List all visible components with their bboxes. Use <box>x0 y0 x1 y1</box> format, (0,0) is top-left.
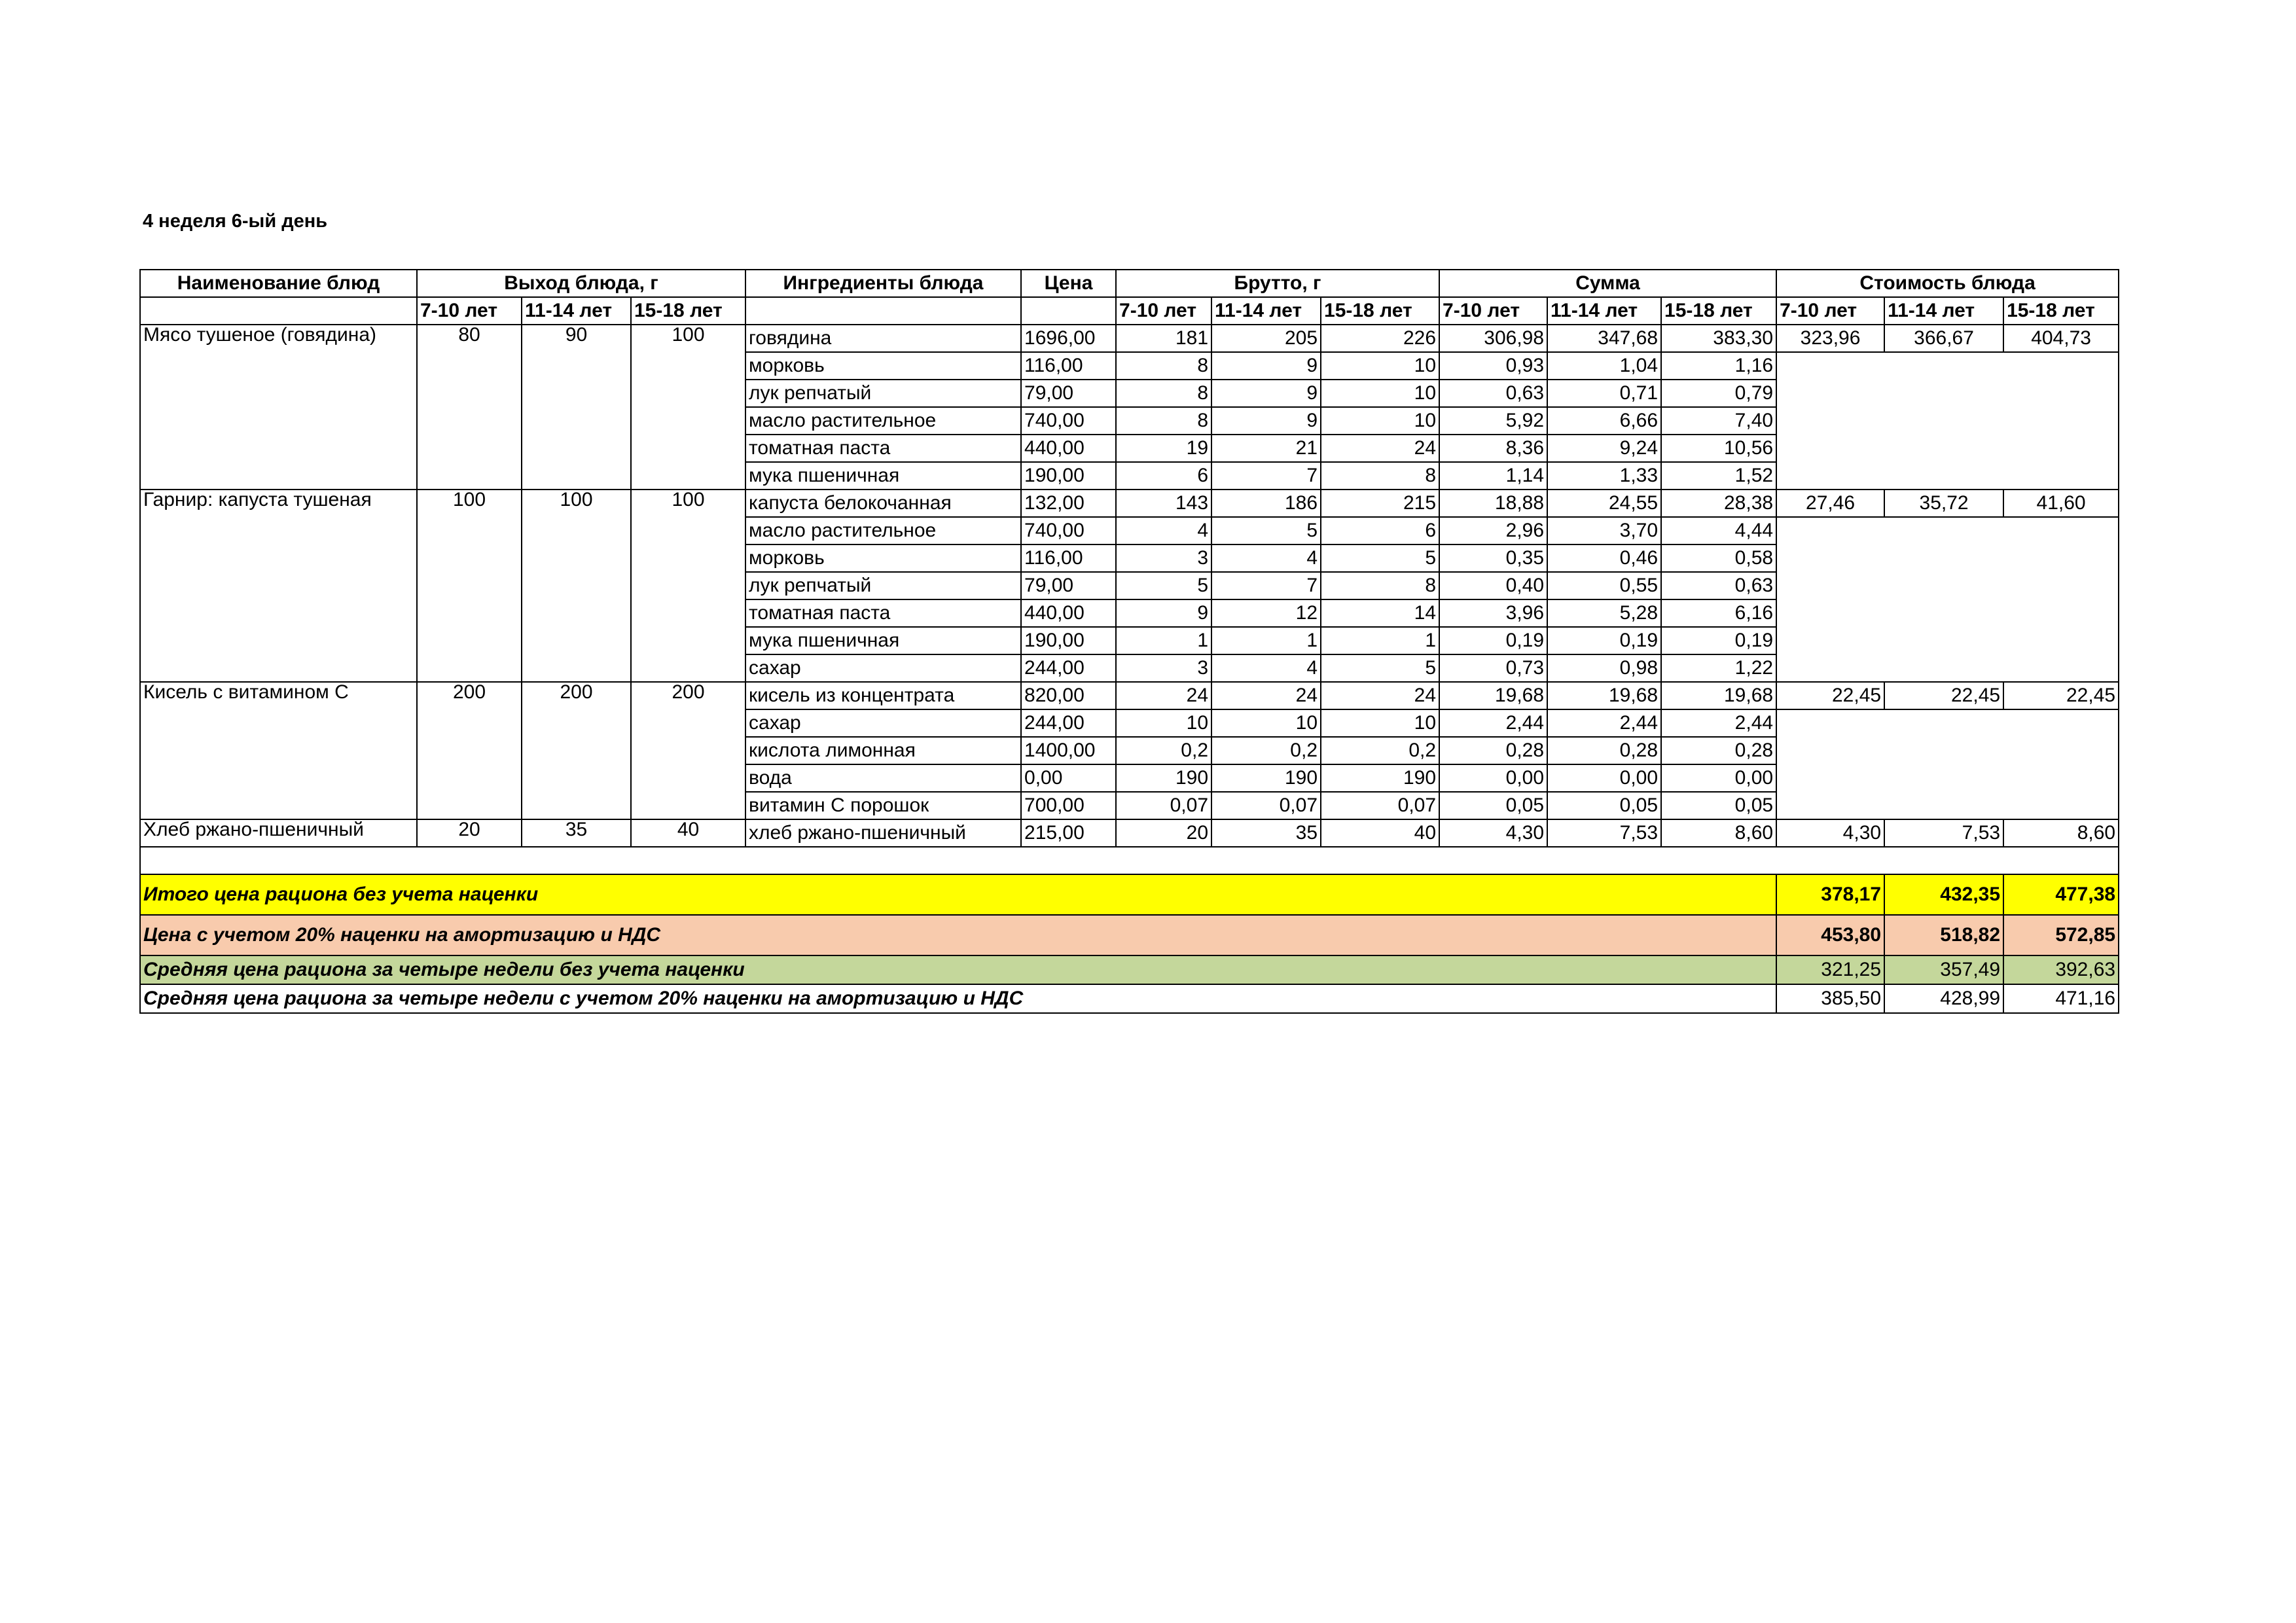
ingredient-gross: 7 <box>1211 462 1321 490</box>
dish-cost: 323,96 <box>1776 325 1884 352</box>
ingredient-name: томатная паста <box>745 599 1021 627</box>
ingredient-price: 1400,00 <box>1021 737 1116 764</box>
ingredient-sum: 0,63 <box>1439 380 1547 407</box>
ingredient-price: 79,00 <box>1021 380 1116 407</box>
ingredient-gross: 0,2 <box>1321 737 1439 764</box>
ingredient-name: масло растительное <box>745 517 1021 544</box>
ingredient-sum: 0,55 <box>1547 572 1661 599</box>
gross-age-11-14: 11-14 лет <box>1211 297 1321 325</box>
ingredient-sum: 6,66 <box>1547 407 1661 435</box>
dish-yield: 90 <box>522 325 631 490</box>
summary-label: Средняя цена рациона за четыре недели без учета наценки <box>140 955 1776 984</box>
ingredient-sum: 19,68 <box>1661 682 1776 709</box>
subheader-blank <box>140 297 417 325</box>
sum-age-7-10: 7-10 лет <box>1439 297 1547 325</box>
menu-table <box>139 269 2119 1014</box>
ingredient-name: кислота лимонная <box>745 737 1021 764</box>
ingredient-sum: 1,16 <box>1661 352 1776 380</box>
ingredient-sum: 18,88 <box>1439 490 1547 517</box>
ingredient-sum: 1,04 <box>1547 352 1661 380</box>
header-row <box>140 270 2119 297</box>
ingredient-gross: 0,2 <box>1211 737 1321 764</box>
ingredient-gross: 5 <box>1321 544 1439 572</box>
ingredient-price: 440,00 <box>1021 599 1116 627</box>
summary-value: 357,49 <box>1884 955 2003 984</box>
ingredient-gross: 9 <box>1211 352 1321 380</box>
dish-yield: 35 <box>522 819 631 847</box>
ingredient-name: хлеб ржано-пшеничный <box>745 819 1021 847</box>
ingredient-sum: 0,63 <box>1661 572 1776 599</box>
ingredient-sum: 3,96 <box>1439 599 1547 627</box>
ingredient-gross: 14 <box>1321 599 1439 627</box>
table-row <box>140 490 2119 517</box>
ingredient-name: капуста белокочанная <box>745 490 1021 517</box>
ingredient-sum: 0,35 <box>1439 544 1547 572</box>
ingredient-price: 190,00 <box>1021 627 1116 654</box>
gross-age-15-18: 15-18 лет <box>1321 297 1439 325</box>
ingredient-price: 116,00 <box>1021 544 1116 572</box>
ingredient-gross: 20 <box>1116 819 1211 847</box>
ingredient-gross: 0,07 <box>1116 792 1211 819</box>
dish-cost: 41,60 <box>2003 490 2119 517</box>
dish-cost: 404,73 <box>2003 325 2119 352</box>
ingredient-gross: 4 <box>1211 544 1321 572</box>
ingredient-sum: 0,28 <box>1661 737 1776 764</box>
ingredient-sum: 6,16 <box>1661 599 1776 627</box>
summary-value: 432,35 <box>1884 874 2003 915</box>
ingredient-gross: 21 <box>1211 435 1321 462</box>
ingredient-gross: 9 <box>1116 599 1211 627</box>
ingredient-price: 740,00 <box>1021 517 1116 544</box>
header-sum: Сумма <box>1439 270 1776 297</box>
ingredient-gross: 10 <box>1116 709 1211 737</box>
ingredient-gross: 4 <box>1116 517 1211 544</box>
dish-yield: 40 <box>631 819 745 847</box>
ingredient-sum: 1,14 <box>1439 462 1547 490</box>
ingredient-name: масло растительное <box>745 407 1021 435</box>
ingredient-sum: 8,60 <box>1661 819 1776 847</box>
ingredient-gross: 3 <box>1116 544 1211 572</box>
ingredient-gross: 10 <box>1321 352 1439 380</box>
ingredient-sum: 1,33 <box>1547 462 1661 490</box>
ingredient-gross: 190 <box>1321 764 1439 792</box>
ingredient-price: 190,00 <box>1021 462 1116 490</box>
subheader-row <box>140 297 2119 325</box>
ingredient-gross: 6 <box>1116 462 1211 490</box>
ingredient-sum: 2,44 <box>1439 709 1547 737</box>
ingredient-name: лук репчатый <box>745 380 1021 407</box>
ingredient-gross: 35 <box>1211 819 1321 847</box>
ingredient-sum: 0,71 <box>1547 380 1661 407</box>
ingredient-sum: 0,98 <box>1547 654 1661 682</box>
dish-name: Мясо тушеное (говядина) <box>140 325 417 490</box>
ingredient-gross: 3 <box>1116 654 1211 682</box>
ingredient-gross: 24 <box>1321 682 1439 709</box>
ingredient-price: 0,00 <box>1021 764 1116 792</box>
ingredient-price: 244,00 <box>1021 709 1116 737</box>
ingredient-sum: 2,44 <box>1547 709 1661 737</box>
table-row <box>140 325 2119 352</box>
dish-name: Гарнир: капуста тушеная <box>140 490 417 682</box>
dish-yield: 20 <box>417 819 522 847</box>
ingredient-name: сахар <box>745 709 1021 737</box>
ingredient-name: говядина <box>745 325 1021 352</box>
ingredient-sum: 0,73 <box>1439 654 1547 682</box>
cost-age-15-18: 15-18 лет <box>2003 297 2119 325</box>
ingredient-gross: 10 <box>1211 709 1321 737</box>
ingredient-name: лук репчатый <box>745 572 1021 599</box>
ingredient-sum: 0,19 <box>1661 627 1776 654</box>
ingredient-sum: 2,44 <box>1661 709 1776 737</box>
ingredient-gross: 190 <box>1116 764 1211 792</box>
ingredient-sum: 1,22 <box>1661 654 1776 682</box>
dish-yield: 100 <box>417 490 522 682</box>
ingredient-gross: 0,07 <box>1321 792 1439 819</box>
ingredient-price: 1696,00 <box>1021 325 1116 352</box>
ingredient-gross: 205 <box>1211 325 1321 352</box>
ingredient-gross: 9 <box>1211 407 1321 435</box>
sum-age-11-14: 11-14 лет <box>1547 297 1661 325</box>
ingredient-sum: 1,52 <box>1661 462 1776 490</box>
ingredient-gross: 8 <box>1116 352 1211 380</box>
ingredient-name: витамин С порошок <box>745 792 1021 819</box>
summary-value: 428,99 <box>1884 984 2003 1013</box>
ingredient-gross: 5 <box>1116 572 1211 599</box>
dish-name: Кисель с витамином С <box>140 682 417 819</box>
ingredient-sum: 0,93 <box>1439 352 1547 380</box>
ingredient-gross: 24 <box>1321 435 1439 462</box>
ingredient-gross: 4 <box>1211 654 1321 682</box>
ingredient-price: 116,00 <box>1021 352 1116 380</box>
summary-value: 471,16 <box>2003 984 2119 1013</box>
ingredient-gross: 5 <box>1321 654 1439 682</box>
ingredient-price: 820,00 <box>1021 682 1116 709</box>
dish-yield: 200 <box>522 682 631 819</box>
dish-cost: 8,60 <box>2003 819 2119 847</box>
ingredient-sum: 4,30 <box>1439 819 1547 847</box>
summary-row <box>140 955 2119 984</box>
ingredient-gross: 181 <box>1116 325 1211 352</box>
dish-cost-blank <box>1776 517 2119 682</box>
subheader-blank <box>1021 297 1116 325</box>
ingredient-sum: 4,44 <box>1661 517 1776 544</box>
dish-cost: 4,30 <box>1776 819 1884 847</box>
ingredient-gross: 24 <box>1211 682 1321 709</box>
dish-cost: 27,46 <box>1776 490 1884 517</box>
ingredient-price: 244,00 <box>1021 654 1116 682</box>
ingredient-gross: 6 <box>1321 517 1439 544</box>
ingredient-sum: 0,00 <box>1439 764 1547 792</box>
ingredient-gross: 1 <box>1116 627 1211 654</box>
ingredient-gross: 5 <box>1211 517 1321 544</box>
header-dish: Наименование блюд <box>140 270 417 297</box>
table-row <box>140 682 2119 709</box>
ingredient-gross: 8 <box>1116 380 1211 407</box>
ingredient-sum: 3,70 <box>1547 517 1661 544</box>
ingredient-sum: 347,68 <box>1547 325 1661 352</box>
ingredient-sum: 7,40 <box>1661 407 1776 435</box>
summary-value: 477,38 <box>2003 874 2119 915</box>
ingredient-sum: 5,92 <box>1439 407 1547 435</box>
ingredient-sum: 0,05 <box>1547 792 1661 819</box>
header-cost: Стоимость блюда <box>1776 270 2119 297</box>
ingredient-sum: 5,28 <box>1547 599 1661 627</box>
ingredient-name: сахар <box>745 654 1021 682</box>
ingredient-sum: 0,46 <box>1547 544 1661 572</box>
ingredient-sum: 0,58 <box>1661 544 1776 572</box>
ingredient-name: морковь <box>745 544 1021 572</box>
summary-value: 453,80 <box>1776 915 1884 955</box>
summary-value: 518,82 <box>1884 915 2003 955</box>
ingredient-sum: 383,30 <box>1661 325 1776 352</box>
dish-cost: 22,45 <box>1884 682 2003 709</box>
ingredient-gross: 9 <box>1211 380 1321 407</box>
dish-cost-blank <box>1776 352 2119 490</box>
yield-age-11-14: 11-14 лет <box>522 297 631 325</box>
table-row <box>140 819 2119 847</box>
ingredient-sum: 19,68 <box>1547 682 1661 709</box>
ingredient-name: мука пшеничная <box>745 462 1021 490</box>
ingredient-sum: 0,40 <box>1439 572 1547 599</box>
summary-label: Цена с учетом 20% наценки на амортизацию и НДС <box>140 915 1776 955</box>
dish-name: Хлеб ржано-пшеничный <box>140 819 417 847</box>
ingredient-price: 740,00 <box>1021 407 1116 435</box>
ingredient-gross: 10 <box>1321 709 1439 737</box>
subheader-blank <box>745 297 1021 325</box>
ingredient-name: томатная паста <box>745 435 1021 462</box>
dish-yield: 100 <box>631 490 745 682</box>
ingredient-gross: 1 <box>1211 627 1321 654</box>
summary-row <box>140 984 2119 1013</box>
ingredient-sum: 0,00 <box>1547 764 1661 792</box>
ingredient-sum: 0,00 <box>1661 764 1776 792</box>
header-price: Цена <box>1021 270 1116 297</box>
page-title: 4 неделя 6-ый день <box>143 211 328 232</box>
ingredient-gross: 7 <box>1211 572 1321 599</box>
ingredient-sum: 19,68 <box>1439 682 1547 709</box>
dish-yield: 200 <box>417 682 522 819</box>
dish-cost: 22,45 <box>1776 682 1884 709</box>
ingredient-name: вода <box>745 764 1021 792</box>
ingredient-gross: 1 <box>1321 627 1439 654</box>
dish-cost: 7,53 <box>1884 819 2003 847</box>
ingredient-sum: 306,98 <box>1439 325 1547 352</box>
header-gross: Брутто, г <box>1116 270 1439 297</box>
ingredient-price: 132,00 <box>1021 490 1116 517</box>
ingredient-gross: 12 <box>1211 599 1321 627</box>
ingredient-gross: 226 <box>1321 325 1439 352</box>
ingredient-sum: 0,19 <box>1547 627 1661 654</box>
ingredient-gross: 10 <box>1321 380 1439 407</box>
yield-age-7-10: 7-10 лет <box>417 297 522 325</box>
ingredient-sum: 9,24 <box>1547 435 1661 462</box>
ingredient-gross: 10 <box>1321 407 1439 435</box>
summary-value: 572,85 <box>2003 915 2119 955</box>
ingredient-gross: 8 <box>1116 407 1211 435</box>
ingredient-sum: 7,53 <box>1547 819 1661 847</box>
ingredient-sum: 0,28 <box>1439 737 1547 764</box>
summary-value: 392,63 <box>2003 955 2119 984</box>
summary-row <box>140 874 2119 915</box>
summary-label: Средняя цена рациона за четыре недели с учетом 20% наценки на амортизацию и НДС <box>140 984 1776 1013</box>
cost-age-11-14: 11-14 лет <box>1884 297 2003 325</box>
dish-cost: 22,45 <box>2003 682 2119 709</box>
ingredient-gross: 24 <box>1116 682 1211 709</box>
ingredient-sum: 2,96 <box>1439 517 1547 544</box>
ingredient-name: кисель из концентрата <box>745 682 1021 709</box>
yield-age-15-18: 15-18 лет <box>631 297 745 325</box>
ingredient-name: мука пшеничная <box>745 627 1021 654</box>
ingredient-price: 440,00 <box>1021 435 1116 462</box>
ingredient-gross: 186 <box>1211 490 1321 517</box>
dish-cost: 366,67 <box>1884 325 2003 352</box>
cost-age-7-10: 7-10 лет <box>1776 297 1884 325</box>
summary-value: 321,25 <box>1776 955 1884 984</box>
ingredient-sum: 24,55 <box>1547 490 1661 517</box>
header-ingredients: Ингредиенты блюда <box>745 270 1021 297</box>
ingredient-sum: 28,38 <box>1661 490 1776 517</box>
spacer-row <box>140 847 2119 874</box>
ingredient-gross: 215 <box>1321 490 1439 517</box>
ingredient-sum: 0,79 <box>1661 380 1776 407</box>
summary-value: 385,50 <box>1776 984 1884 1013</box>
ingredient-gross: 0,07 <box>1211 792 1321 819</box>
dish-yield: 100 <box>522 490 631 682</box>
gross-age-7-10: 7-10 лет <box>1116 297 1211 325</box>
ingredient-sum: 0,05 <box>1661 792 1776 819</box>
summary-value: 378,17 <box>1776 874 1884 915</box>
ingredient-price: 700,00 <box>1021 792 1116 819</box>
summary-row <box>140 915 2119 955</box>
dish-yield: 80 <box>417 325 522 490</box>
spacer-cell <box>140 847 2119 874</box>
ingredient-gross: 40 <box>1321 819 1439 847</box>
ingredient-sum: 0,19 <box>1439 627 1547 654</box>
dish-yield: 200 <box>631 682 745 819</box>
ingredient-gross: 0,2 <box>1116 737 1211 764</box>
sum-age-15-18: 15-18 лет <box>1661 297 1776 325</box>
dish-cost-blank <box>1776 709 2119 819</box>
dish-yield: 100 <box>631 325 745 490</box>
ingredient-price: 79,00 <box>1021 572 1116 599</box>
ingredient-gross: 19 <box>1116 435 1211 462</box>
summary-label: Итого цена рациона без учета наценки <box>140 874 1776 915</box>
ingredient-price: 215,00 <box>1021 819 1116 847</box>
dish-rows <box>140 325 2119 847</box>
ingredient-gross: 190 <box>1211 764 1321 792</box>
ingredient-sum: 0,28 <box>1547 737 1661 764</box>
ingredient-gross: 8 <box>1321 462 1439 490</box>
ingredient-sum: 0,05 <box>1439 792 1547 819</box>
summary-rows <box>140 847 2119 1013</box>
ingredient-sum: 10,56 <box>1661 435 1776 462</box>
dish-cost: 35,72 <box>1884 490 2003 517</box>
ingredient-gross: 8 <box>1321 572 1439 599</box>
ingredient-gross: 143 <box>1116 490 1211 517</box>
header-yield: Выход блюда, г <box>417 270 745 297</box>
ingredient-sum: 8,36 <box>1439 435 1547 462</box>
ingredient-name: морковь <box>745 352 1021 380</box>
